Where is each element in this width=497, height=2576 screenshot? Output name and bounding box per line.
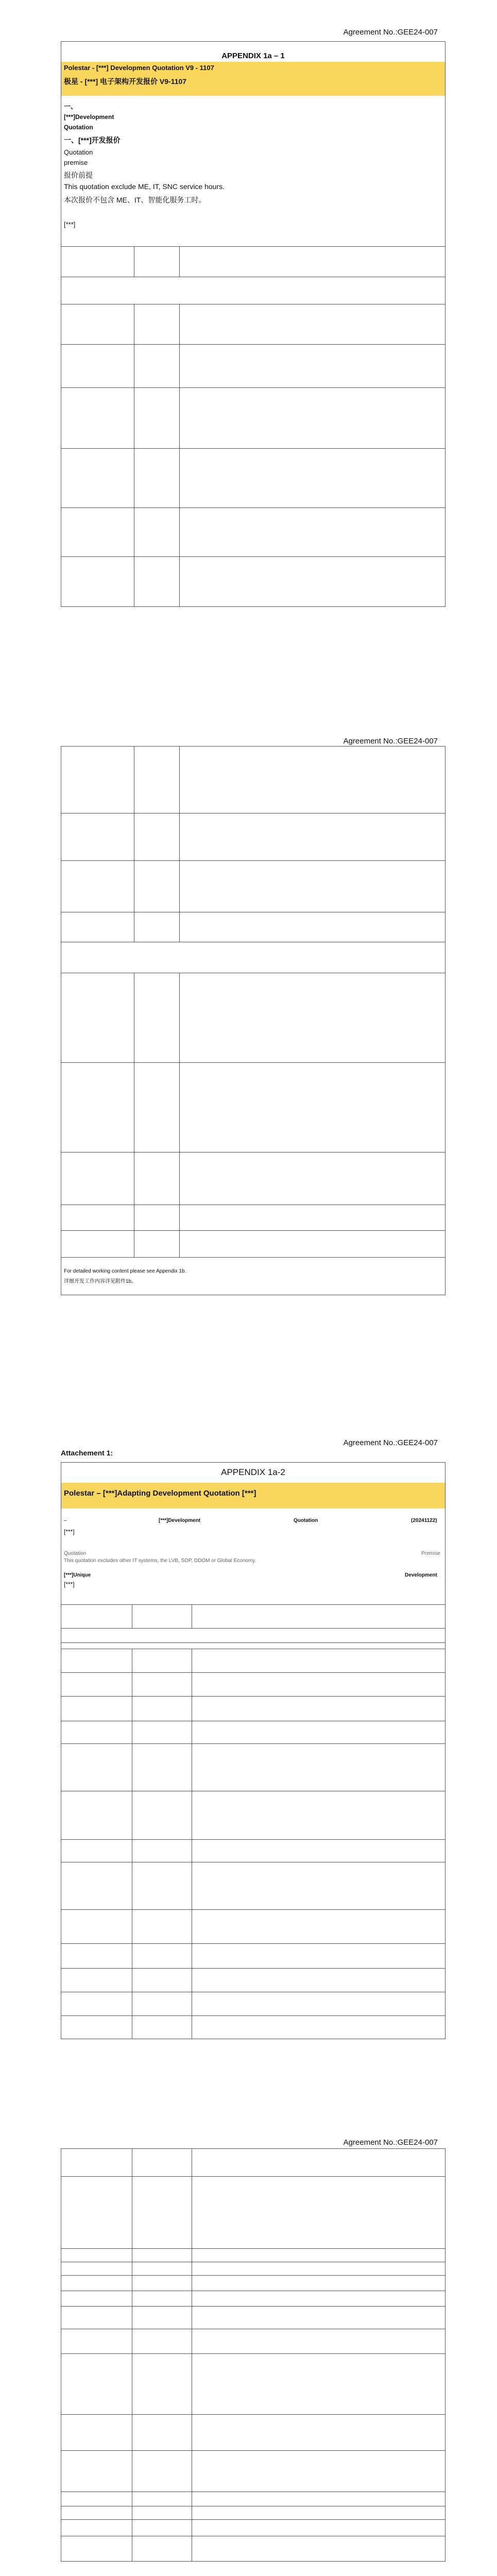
row-divider	[61, 2353, 445, 2354]
label-premise-cn: 报价前提	[64, 171, 93, 179]
label-premise: Premise	[421, 1551, 440, 1556]
col-divider	[179, 973, 180, 1257]
band-line-1: Polestar - [***] Developmen Quotation V9 - 1107	[64, 64, 214, 72]
redacted-block: [***]	[64, 1528, 75, 1535]
row-divider	[61, 2306, 445, 2307]
redacted-development: [***]Development	[64, 113, 114, 121]
band-line-2: 极星 - [***] 电子架构开发报价 V9-1107	[64, 77, 187, 86]
row-divider	[61, 1642, 445, 1643]
row-divider	[61, 1628, 445, 1629]
footnote-cn: 详细开发工作内容详见附件1b。	[64, 1279, 137, 1284]
quotation-word: Quotation	[64, 124, 93, 131]
row-divider	[61, 2519, 445, 2520]
redacted-unique: [***]Unique	[64, 1572, 91, 1578]
appendix-continued-table	[61, 746, 445, 1295]
row-divider	[61, 387, 445, 388]
row-divider	[61, 1839, 445, 1840]
row-divider	[61, 2248, 445, 2249]
redacted-block: [***]	[64, 221, 76, 228]
row-divider	[61, 860, 445, 861]
label-quotation: Quotation	[64, 148, 93, 156]
row-divider	[61, 1672, 445, 1673]
agreement-number: Agreement No.:GEE24-007	[343, 2138, 438, 2147]
row-divider	[61, 1152, 445, 1153]
row-divider	[61, 246, 445, 247]
row-divider	[61, 2015, 445, 2016]
row-divider	[61, 1230, 445, 1231]
development-label: Development	[405, 1572, 437, 1578]
agreement-number: Agreement No.:GEE24-007	[343, 1438, 438, 1447]
appendix-title: APPENDIX 1a – 1	[221, 52, 285, 60]
agreement-number: Agreement No.:GEE24-007	[343, 737, 438, 745]
row-divider	[61, 2450, 445, 2451]
label-quotation: Quotation	[64, 1551, 87, 1556]
col-divider	[179, 246, 180, 277]
attachment-label: Attachement 1:	[61, 1449, 113, 1457]
dash: –	[64, 1518, 67, 1523]
row-divider	[61, 813, 445, 814]
row-divider	[61, 1257, 445, 1258]
appendix-title: APPENDIX 1a-2	[221, 1467, 285, 1477]
note: This quotation excludes other IT systems, the LVB, SOP, DDOM or Global Economy.	[64, 1558, 256, 1564]
col-divider	[179, 746, 180, 942]
redacted-development: [***]Development	[159, 1518, 201, 1523]
appendix-1a-1-table	[61, 41, 445, 607]
col-divider	[179, 304, 180, 607]
heading-number: 一、	[64, 103, 78, 110]
date-code: (20241122)	[411, 1518, 437, 1523]
row-divider	[61, 1968, 445, 1969]
row-divider	[61, 2414, 445, 2415]
appendix-1a-2-continued-table	[61, 2148, 445, 2562]
note-en: This quotation exclude ME, IT, SNC service hours.	[64, 182, 225, 191]
row-divider	[61, 344, 445, 345]
row-divider	[61, 556, 445, 557]
row-divider	[61, 2176, 445, 2177]
redacted-block-2: [***]	[64, 1581, 75, 1588]
label-premise: premise	[64, 159, 88, 166]
heading-cn: 一、[***]开发报价	[64, 136, 121, 144]
appendix-1a-2-table	[61, 1462, 445, 2039]
agreement-number: Agreement No.:GEE24-007	[343, 28, 438, 37]
footnote-en: For detailed working content please see Appendix 1b.	[64, 1268, 186, 1274]
row-divider	[61, 1943, 445, 1944]
row-divider	[61, 1743, 445, 1744]
row-divider	[61, 1696, 445, 1697]
row-divider	[61, 448, 445, 449]
row-divider	[61, 1604, 445, 1605]
note-cn: 本次报价不包含 ME、IT、智能化服务工时。	[64, 196, 206, 204]
band-title: Polestar – [***]Adapting Development Quotation [***]	[64, 1489, 256, 1498]
row-divider	[61, 2275, 445, 2276]
row-divider	[61, 1062, 445, 1063]
quotation-word: Quotation	[294, 1518, 318, 1523]
row-divider	[61, 507, 445, 508]
row-divider	[61, 1909, 445, 1910]
